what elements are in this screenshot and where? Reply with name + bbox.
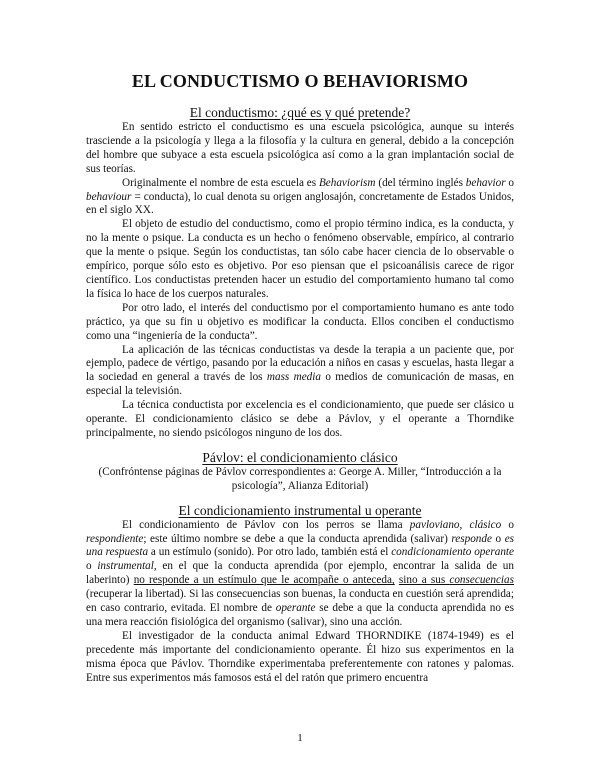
- spacer: [86, 441, 514, 450]
- document-title: EL CONDUCTISMO O BEHAVIORISMO: [131, 71, 469, 91]
- reference-note: (Confróntense páginas de Pávlov correspondientes a: George A. Miller, “Introducción a la psicología”, Alianza Editorial): [98, 465, 502, 492]
- section-heading-pavlov: Pávlov: el condicionamiento clásico: [202, 449, 398, 465]
- underlined-phrase: sino a sus consecuencias: [398, 574, 514, 587]
- section-heading-conductismo: El conductismo: ¿qué es y qué pretende?: [189, 105, 411, 120]
- page-number: 1: [297, 732, 303, 744]
- paragraph: El condicionamiento de Pávlov con los perros se llama pavloviano, clásico o respondiente; este último nombre se debe a que la conducta aprendida (salivar) responde o es una respuesta a un estímulo (sonido). Por otro lado, también está el condicionamiento operante o instrumental, en el que la conducta aprendida (por ejemplo, encontrar la salida de un laberinto) no responde a un estímulo que le acompañe o anteceda, sino a sus consecuencias (recuperar la libertad). Si las consecuencias son buenas, la conducta en cuestión será aprendida; en caso contrario, evitada. El nombre de operante se debe a que la conducta aprendida no es una mera reacción fisiológica del organismo (salivar), sino una acción.: [86, 518, 515, 628]
- paragraph: En sentido estricto el conductismo es una escuela psicológica, aunque su interés trasciende a la psicología y llega a la filosofía y la cultura en general, debido a la concepción del hombre que subyace a esta escuela psicológica así como a la gran implantación social de sus teorías.: [86, 121, 514, 175]
- paragraph: Originalmente el nombre de esta escuela es Behaviorism (del término inglés behavior o behaviour = conducta), lo cual denota su origen anglosajón, concretamente de Estados Unidos, en el siglo XX.: [86, 176, 514, 217]
- paragraph: La técnica conductista por excelencia es el condicionamiento, que puede ser clásico u operante. El condicionamiento clásico se debe a Pávlov, y el operante a Thorndike principalmente, no siendo psicólogos ninguno de los dos.: [86, 399, 514, 439]
- section-heading-operante: El condicionamiento instrumental u operante: [178, 502, 422, 518]
- paragraph: Por otro lado, el interés del conductismo por el comportamiento humano es ante todo práctico, ya que su fin u objetivo es modificar la conducta. Ellos conciben el conductismo como una “ingeniería de la conducta”.: [86, 301, 514, 342]
- spacer: [86, 494, 514, 503]
- paragraph: El investigador de la conducta animal Edward THORNDIKE (1874-1949) es el precedente más importante del condicionamiento operante. Él hizo sus experimentos en la misma época que Pávlov. Thorndike experimentaba preferentemente con ratones y palomas. Entre sus experimentos más famosos está el del ratón que primero encuentra: [86, 629, 514, 684]
- underlined-phrase: no responde a un estímulo que le acompañe o anteceda,: [133, 574, 395, 587]
- paragraph: La aplicación de las técnicas conductistas va desde la terapia a un paciente que, por ejemplo, padece de vértigo, pasando por la educación a niños en casas y escuelas, hasta llegar a la sociedad en general a través de los mass media o medios de comunicación de masas, en especial la televisión.: [86, 343, 514, 398]
- paragraph: El objeto de estudio del conductismo, como el propio término indica, es la conducta, y no la mente o psique. La conducta es un hecho o fenómeno observable, empírico, al contrario que la mente o psique. Según los conductistas, tan sólo cabe hacer ciencia de lo observable o empírico, porque sólo esto es objetivo. Por eso piensan que el psicoanálisis carece de rigor científico. Los conductistas pretenden hacer un estudio del comportamiento humano tal como la física lo hace de los cuerpos naturales.: [86, 218, 514, 300]
